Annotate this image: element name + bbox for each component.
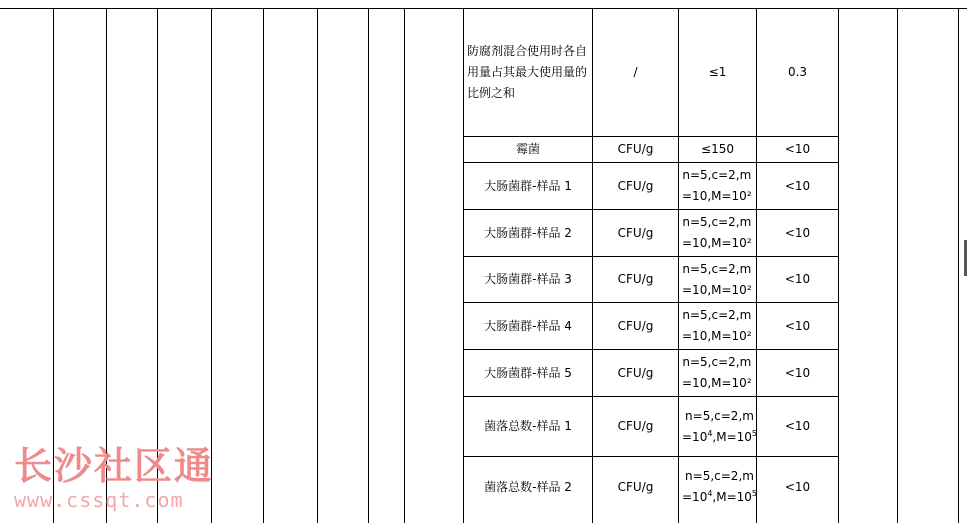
criteria-base: =10: [682, 429, 708, 444]
table-cell-result[interactable]: [757, 137, 838, 162]
table-cell-unit[interactable]: [593, 397, 678, 456]
result-text: <10: [784, 142, 811, 156]
table-cell-item[interactable]: [464, 397, 592, 456]
table-cell-criteria[interactable]: [679, 350, 756, 396]
criteria-line: [682, 427, 757, 448]
unit-text: CFU/g: [617, 142, 654, 156]
item-text: 防腐剂混合使用时各自用量占其最大使用量的比例之和: [467, 44, 588, 100]
result-text: <10: [784, 225, 811, 240]
criteria-line: n=5,c=2,m: [682, 168, 752, 182]
table-cell-item[interactable]: [464, 457, 592, 517]
table-cell-item[interactable]: [464, 350, 592, 396]
watermark-url: www.cssqt.com: [14, 488, 184, 512]
table-cell-criteria[interactable]: [679, 210, 756, 256]
table-cell-unit[interactable]: [593, 303, 678, 349]
item-text: 霉菌: [515, 142, 540, 156]
criteria-block: [682, 212, 752, 254]
col-line: [368, 8, 369, 523]
table-cell-criteria[interactable]: [679, 457, 756, 517]
item-text: 菌落总数-样品 2: [484, 479, 572, 494]
criteria-line: =10,M=10²: [682, 376, 752, 390]
criteria-exponent: 5: [751, 428, 758, 438]
table-cell-result[interactable]: [757, 9, 838, 136]
unit-text: CFU/g: [617, 318, 654, 333]
table-cell-criteria[interactable]: [679, 163, 756, 209]
criteria-block: [682, 466, 757, 508]
table-cell-item[interactable]: [464, 137, 592, 162]
col-line: [404, 8, 405, 523]
table-cell-item[interactable]: [464, 257, 592, 302]
criteria-line: =10,M=10²: [682, 282, 752, 297]
item-text: 大肠菌群-样品 3: [484, 272, 572, 286]
criteria-line: [682, 487, 757, 508]
table-cell-result[interactable]: [757, 257, 838, 302]
watermark: [14, 444, 214, 512]
criteria-line: =10,M=10²: [682, 329, 752, 343]
result-text: <10: [784, 178, 811, 193]
table-cell-result[interactable]: [757, 457, 838, 517]
unit-text: CFU/g: [617, 178, 654, 193]
unit-text: CFU/g: [617, 419, 654, 433]
criteria-exponent: 4: [707, 489, 713, 498]
unit-text: CFU/g: [617, 225, 654, 240]
col-line: [838, 8, 839, 523]
col-line: [958, 8, 959, 523]
unit-text: CFU/g: [617, 479, 654, 494]
criteria-block: [682, 259, 752, 301]
table-cell-unit[interactable]: [593, 137, 678, 162]
criteria-line: n=5,c=2,m: [682, 261, 752, 276]
col-line: [317, 8, 318, 523]
criteria-text: ≤150: [701, 142, 734, 156]
table-cell-result[interactable]: [757, 163, 838, 209]
table-cell-result[interactable]: [757, 210, 838, 256]
table-cell-unit[interactable]: [593, 350, 678, 396]
criteria-line: =10,M=10²: [682, 189, 752, 203]
table-cell-unit[interactable]: [593, 163, 678, 209]
criteria-line: n=5,c=2,m: [685, 408, 754, 423]
unit-text: CFU/g: [617, 365, 654, 380]
table-cell-unit[interactable]: [593, 457, 678, 517]
criteria-block: [682, 406, 757, 448]
result-text: <10: [784, 318, 811, 333]
table-cell-result[interactable]: [757, 350, 838, 396]
criteria-text: ≤1: [708, 65, 727, 79]
item-text: 大肠菌群-样品 4: [484, 318, 572, 333]
item-text: 大肠菌群-样品 1: [484, 178, 572, 193]
item-text: 大肠菌群-样品 2: [484, 225, 572, 240]
unit-text: CFU/g: [617, 272, 654, 286]
result-text: <10: [784, 419, 811, 433]
col-line: [897, 8, 898, 523]
result-text: <10: [784, 365, 811, 380]
result-text: <10: [784, 272, 811, 286]
criteria-exponent: 5: [751, 489, 758, 498]
result-text: 0.3: [787, 65, 808, 79]
table-cell-criteria[interactable]: [679, 257, 756, 302]
criteria-line: n=5,c=2,m: [682, 308, 752, 322]
table-cell-criteria[interactable]: [679, 137, 756, 162]
unit-text: /: [633, 65, 638, 79]
criteria-block: [682, 352, 752, 394]
criteria-line: =10,M=10²: [682, 236, 752, 250]
table-cell-unit[interactable]: [593, 9, 678, 136]
criteria-block: [682, 305, 752, 347]
table-cell-item[interactable]: [464, 163, 592, 209]
table-cell-item[interactable]: [464, 9, 592, 136]
col-line: [263, 8, 264, 523]
item-text: 菌落总数-样品 1: [484, 419, 572, 433]
table-cell-unit[interactable]: [593, 257, 678, 302]
table-cell-unit[interactable]: [593, 210, 678, 256]
criteria-base: ,M=10: [712, 429, 752, 444]
criteria-line: n=5,c=2,m: [682, 215, 752, 229]
criteria-block: [682, 165, 752, 207]
table-cell-result[interactable]: [757, 397, 838, 456]
item-text: 大肠菌群-样品 5: [484, 365, 572, 380]
table-cell-item[interactable]: [464, 303, 592, 349]
criteria-line: n=5,c=2,m: [682, 355, 752, 369]
criteria-base: ,M=10: [712, 490, 752, 504]
watermark-title: 长沙社区通: [14, 444, 215, 488]
criteria-exponent: 4: [707, 428, 713, 438]
criteria-base: =10: [682, 490, 708, 504]
criteria-line: n=5,c=2,m: [685, 469, 754, 483]
table-cell-criteria[interactable]: [679, 9, 756, 136]
result-text: <10: [784, 479, 811, 494]
table-cell-criteria[interactable]: [679, 303, 756, 349]
table-cell-item[interactable]: [464, 210, 592, 256]
table-cell-criteria[interactable]: [679, 397, 756, 456]
table-cell-result[interactable]: [757, 303, 838, 349]
